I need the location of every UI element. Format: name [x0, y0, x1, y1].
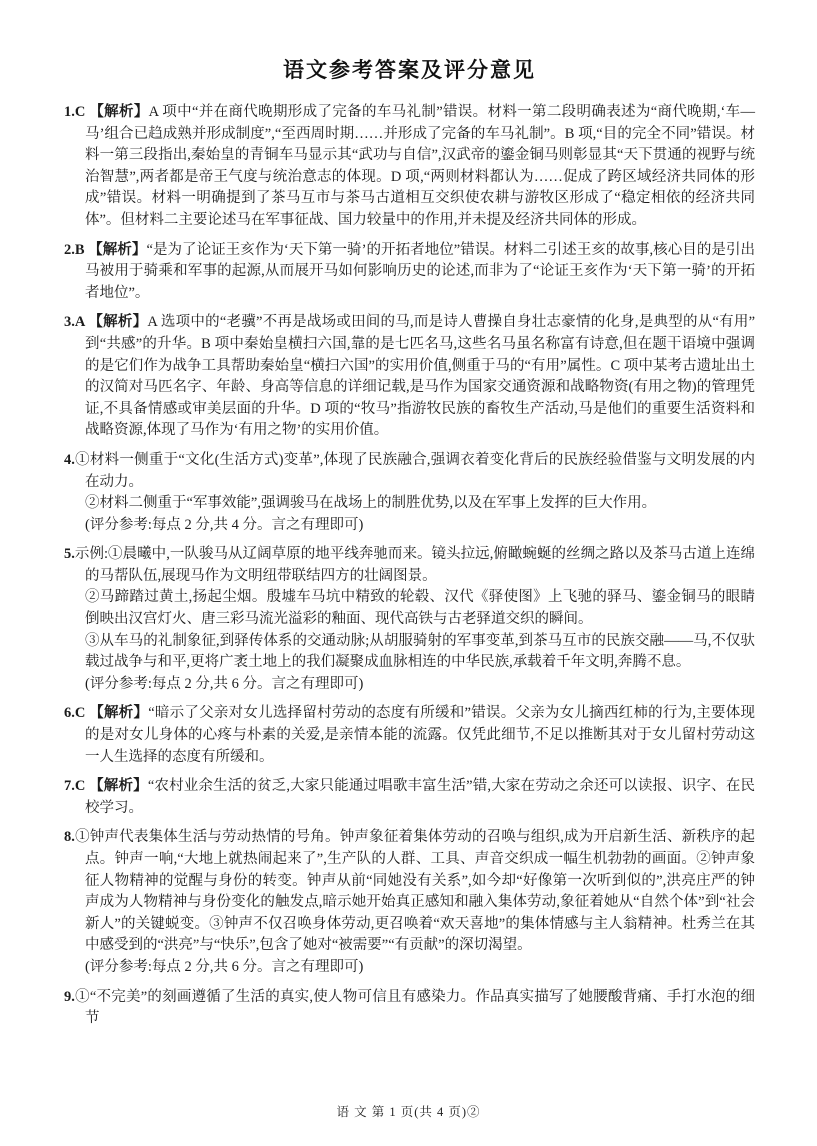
answer-body-7: “农村业余生活的贫乏,大家只能通过唱歌丰富生活”错,大家在劳动之余还可以读报、识字、在民校学习。: [85, 778, 755, 816]
analysis-label-7: 【解析】: [89, 778, 148, 795]
answer-body-6: “暗示了父亲对女儿选择留村劳动的态度有所缓和”错误。父亲为女儿摘西红柿的行为,主要体现的是对女儿身体的心疼与朴素的关爱,是亲情本能的流露。仅凭此细节,不足以推断其对于女儿留村劳动这一人生选择的态度有所缓和。: [85, 705, 755, 765]
answer-number-4: 4.: [64, 451, 75, 468]
answer-number-1: 1.C: [64, 104, 90, 120]
answer-item-7: [64, 776, 755, 819]
answer-body-1: A 项中“并在商代晚期形成了完备的车马礼制”错误。材料一第二段明确表述为“商代晚期,‘车—马’组合已趋成熟并形成制度”,“至西周时期……并形成了完备的车马礼制”。B 项,“目的完全不同”错误。材料一第三段指出,秦始皇的青铜车马显示其“武功与自信”,汉武帝的鎏金铜马则彰显其“天下贯通的视野与统治智慧”,两者都是帝王气度与统治意志的体现。D 项,“两则材料都认为……促成了跨区域经济共同体的形成”错误。材料一明确提到了茶马互市与茶马古道相互交织使农耕与游牧区形成了“稳定相依的经济共同体”。但材料二主要论述马在军事征战、国力较量中的作用,并未提及经济共同体的形成。: [85, 104, 755, 228]
answer-item-5-scoring-note: (评分参考:每点 2 分,共 6 分。言之有理即可): [85, 675, 364, 692]
answer-body-8: ①钟声代表集体生活与劳动热情的号角。钟声象征着集体劳动的召唤与组织,成为开启新生活、新秩序的起点。钟声一响,“大地上就热闹起来了”,生产队的人群、工具、声音交织成一幅生机勃勃的画面。②钟声象征人物精神的觉醒与身份的转变。钟声从前“同她没有关系”,如今却“好像第一次听到似的”,洪亮庄严的钟声成为人物精神与身份变化的触发点,暗示她开始真正感知和融入集体劳动,象征着她从“自然个体”到“社会新人”的关键蜕变。③钟声不仅召唤身体劳动,更召唤着“欢天喜地”的集体情感与主人翁精神。杜秀兰在其中感受到的“洪亮”与“快乐”,包含了她对“被需要”“有贡献”的深切渴望。: [74, 829, 755, 954]
answer-number-2: 2.B: [64, 241, 89, 258]
answer-body-4: ①材料一侧重于“文化(生活方式)变革”,体现了民族融合,强调衣着变化背后的民族经验借鉴与文明发展的内在动力。: [74, 451, 755, 490]
answer-item-5-point-2: ②马蹄踏过黄土,扬起尘烟。殷墟车马坑中精致的轮毂、汉代《驿使图》上飞驰的驿马、鎏金铜马的眼睛倒映出汉宫灯火、唐三彩马流光溢彩的釉面、现代高铁与古老驿道交织的瞬间。: [85, 589, 755, 628]
answer-number-5: 5.: [64, 546, 75, 563]
page-footer: 语 文 第 1 页(共 4 页)②: [336, 1105, 481, 1119]
answer-body-5: 示例:①晨曦中,一队骏马从辽阔草原的地平线奔驰而来。镜头拉远,俯瞰蜿蜒的丝绸之路以及茶马古道上连绵的马帮队伍,展现马作为文明纽带联结四方的壮阔图景。: [74, 546, 755, 584]
answer-number-3: 3.A: [64, 314, 89, 331]
answer-item-8-scoring-note: (评分参考:每点 2 分,共 6 分。言之有理即可): [85, 958, 364, 975]
answer-item-8: [64, 827, 755, 957]
answer-body-2: “是为了论证王亥作为‘天下第一骑’的开拓者地位”错误。材料二引述王亥的故事,核心目的是引出马被用于骑乘和军事的起源,从而展开马如何影响历史的论述,而非为了“论证王亥作为‘天下第一骑’的开拓者地位”。: [85, 241, 756, 301]
analysis-label-6: 【解析】: [89, 705, 149, 722]
answer-number-9: 9.: [64, 988, 75, 1005]
answer-item-4-point-2: ②材料二侧重于“军事效能”,强调骏马在战场上的制胜优势,以及在军事上发挥的巨大作用。: [85, 495, 657, 512]
answer-item-2: [64, 240, 755, 305]
answer-item-5: [64, 544, 755, 587]
analysis-label-3: 【解析】: [88, 314, 148, 331]
answer-body-9: ①“不完美”的刻画遵循了生活的真实,使人物可信且有感染力。作品真实描写了她腰酸背痛、手打水泡的细节: [74, 988, 755, 1027]
answer-item-4-scoring-note: (评分参考:每点 2 分,共 4 分。言之有理即可): [85, 516, 364, 533]
answer-number-7: 7.C: [64, 778, 90, 795]
answer-item-4: [64, 450, 755, 493]
analysis-label-2: 【解析】: [88, 241, 147, 258]
answer-item-5-point-3: ③从车马的礼制象征,到驿传体系的交通动脉;从胡服骑射的军事变革,到茶马互市的民族交融——马,不仅驮载过战争与和平,更将广袤土地上的我们凝聚成血脉相连的中华民族,承载着千年文明,奔腾不息。: [85, 632, 755, 671]
answer-item-3: [64, 312, 755, 442]
answer-item-6: [64, 703, 755, 768]
answer-body-3: A 选项中的“老骥”不再是战场或田间的马,而是诗人曹操自身壮志豪情的化身,是典型的从“有用”到“共感”的升华。B 项中秦始皇横扫六国,靠的是七匹名马,这些名马虽名称富有诗意,但在题干语境中强调的是它们作为战争工具帮助秦始皇“横扫六国”的实用价值,侧重于马的“有用”属性。C 项中某考古遗址出土的汉简对马匹名字、年龄、身高等信息的详细记载,是马作为国家交通资源和战略物资(有用之物)的管理凭证,不具备情感或审美层面的升华。D 项的“牧马”指游牧民族的畜牧生产活动,马是他们的重要生活资料和战略资源,体现了马作为‘有用之物’的实用价值。: [85, 314, 756, 439]
analysis-label-1: 【解析】: [89, 104, 149, 120]
answer-number-8: 8.: [64, 829, 75, 846]
answer-item-9: [64, 987, 755, 1030]
answer-number-6: 6.C: [64, 705, 90, 722]
page-title: 语文参考答案及评分意见: [283, 58, 536, 82]
answer-item-1: [64, 102, 755, 232]
